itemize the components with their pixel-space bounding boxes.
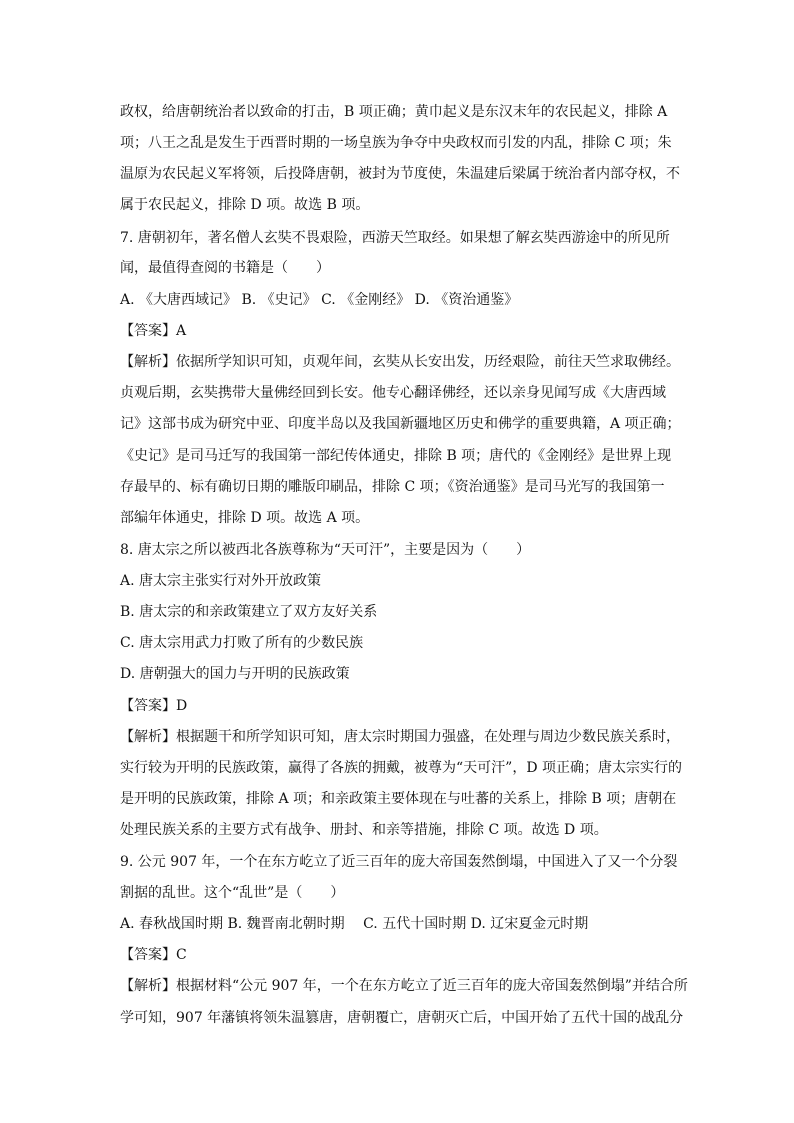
question-7-stem-cont: 闻，最值得查阅的书籍是（ ） — [120, 260, 330, 276]
question-7-answer: 【答案】A — [120, 323, 187, 339]
question-7-analysis: 【解析】依据所学知识可知，贞观年间，玄奘从长安出发，历经艰险，前往天竺求取佛经。 — [120, 354, 680, 370]
question-9-stem: 9. 公元 907 年，一个在东方屹立了近三百年的庞大帝国轰然倒塌，中国进入了又一个分裂 — [120, 854, 678, 870]
text-line: 部编年体通史，排除 D 项。故选 A 项。 — [120, 510, 370, 526]
question-8-option-a: A. 唐太宗主张实行对外开放政策 — [120, 573, 322, 589]
question-7-stem: 7. 唐朝初年，著名僧人玄奘不畏艰险，西游天竺取经。如果想了解玄奘西游途中的所见所 — [120, 230, 670, 246]
question-8-analysis: 【解析】根据题干和所学知识可知，唐太宗时期国力强盛，在处理与周边少数民族关系时， — [120, 729, 680, 745]
text-line: 温原为农民起义军将领，后投降唐朝，被封为节度使，朱温建后梁属于统治者内部夺权，不 — [120, 166, 680, 182]
question-9-options: A. 春秋战国时期 B. 魏晋南北朝时期 C. 五代十国时期 D. 辽宋夏金元时期 — [120, 916, 589, 932]
text-line: 政权，给唐朝统治者以致命的打击，B 项正确；黄巾起义是东汉末年的农民起义，排除 A — [120, 104, 668, 120]
text-line: 存最早的、标有确切日期的雕版印刷品，排除 C 项；《资治通鉴》是司马光写的我国第一 — [120, 479, 665, 495]
question-7-options: A. 《大唐西域记》 B. 《史记》 C. 《金刚经》 D. 《资治通鉴》 — [120, 292, 519, 308]
text-line: 项；八王之乱是发生于西晋时期的一场皇族为争夺中央政权而引发的内乱，排除 C 项；朱 — [120, 135, 672, 151]
text-line: 《史记》是司马迁写的我国第一部纪传体通史，排除 B 项；唐代的《金刚经》是世界上现 — [120, 448, 672, 464]
question-9-analysis: 【解析】根据材料“公元 907 年，一个在东方屹立了近三百年的庞大帝国轰然倒塌”并结合所 — [120, 978, 688, 994]
question-8-option-c: C. 唐太宗用武力打败了所有的少数民族 — [120, 635, 364, 651]
question-8-answer: 【答案】D — [120, 698, 188, 714]
text-line: 记》这部书成为研究中亚、印度半岛以及我国新疆地区历史和佛学的重要典籍，A 项正确； — [120, 416, 681, 432]
question-9-answer: 【答案】C — [120, 947, 187, 963]
question-8-option-b: B. 唐太宗的和亲政策建立了双方友好关系 — [120, 604, 378, 620]
text-line: 贞观后期，玄奘携带大量佛经回到长安。他专心翻译佛经，还以亲身见闻写成《大唐西域 — [120, 385, 666, 401]
text-line: 属于农民起义，排除 D 项。故选 B 项。 — [120, 197, 370, 213]
text-line: 实行较为开明的民族政策，赢得了各族的拥戴，被尊为“天可汗”，D 项正确；唐太宗实行的 — [120, 760, 682, 776]
question-8-stem: 8. 唐太宗之所以被西北各族尊称为“天可汗”，主要是因为（ ） — [120, 542, 531, 558]
question-8-option-d: D. 唐朝强大的国力与开明的民族政策 — [120, 666, 350, 682]
text-line: 学可知，907 年藩镇将领朱温篡唐，唐朝覆亡，唐朝灭亡后，中国开始了五代十国的战乱分 — [120, 1010, 684, 1026]
text-line: 是开明的民族政策，排除 A 项；和亲政策主要体现在与吐蕃的关系上，排除 B 项；唐朝在 — [120, 791, 677, 807]
question-9-stem-cont: 割据的乱世。这个“乱世”是（ ） — [120, 885, 345, 901]
text-line: 处理民族关系的主要方式有战争、册封、和亲等措施，排除 C 项。故选 D 项。 — [120, 822, 608, 838]
